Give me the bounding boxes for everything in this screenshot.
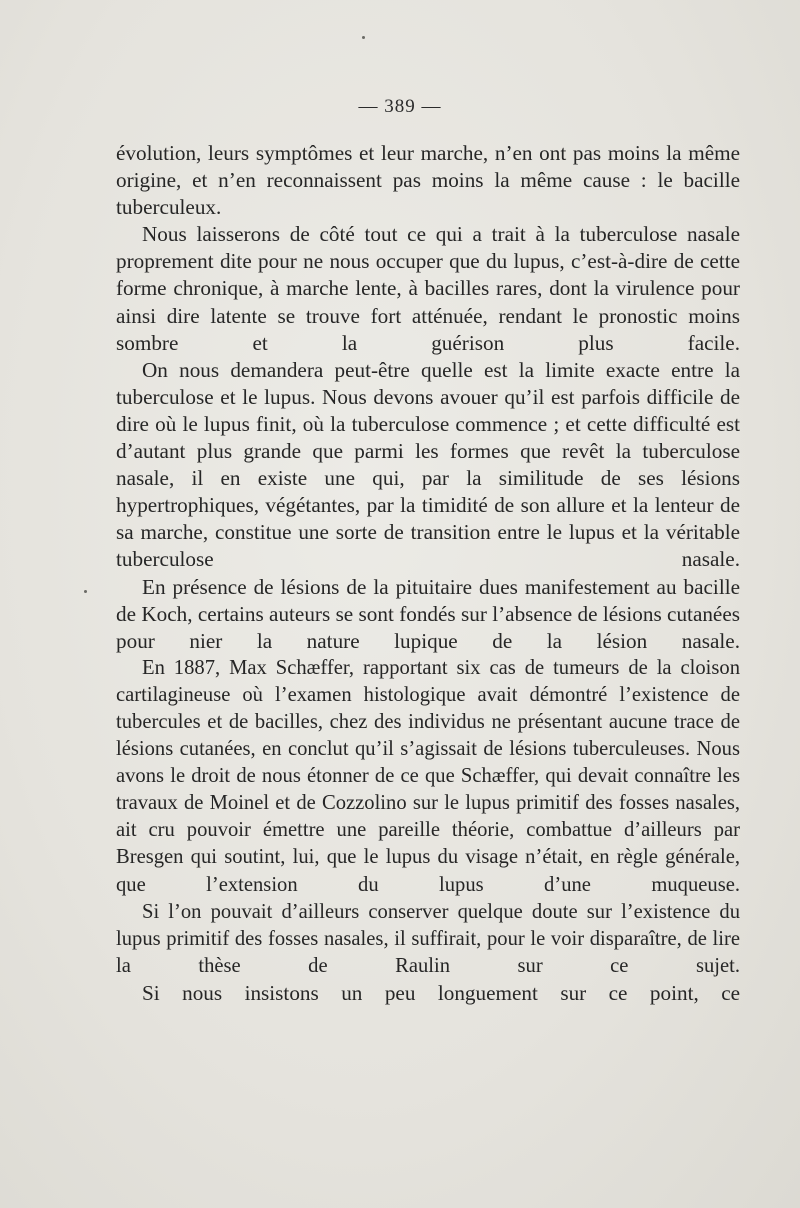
paragraph-limit-question: On nous demandera peut-être quelle est la limite exacte entre la tuberculose et le lupus. Nous devons avouer qu’il est parfois difficile de dire où le lupus finit, où la tuberculose commence ; et cette difficulté est d’autant plus grande que parmi les formes que revêt la tuberculose nasale, il en existe une qui, par la similitude de ses lésions hypertrophiques, végétantes, par la timidité de son allure et la lenteur de sa marche, constitue une sorte de transition entre le lupus et la véritable tuberculose nasale. — [116, 357, 740, 572]
page-body-text — [116, 140, 740, 1007]
paragraph-continuation: évolution, leurs symptômes et leur marche, n’en ont pas moins la même origine, et n’en reconnaissent pas moins la même cause : le bacille tuberculeux. — [116, 141, 740, 220]
paragraph-koch-bacillus: En présence de lésions de la pituitaire dues manifestement au bacille de Koch, certains auteurs se sont fondés sur l’absence de lésions cutanées pour nier la nature lupique de la lésion nasale. — [116, 574, 740, 653]
paragraph-schaeffer-1887: En 1887, Max Schæffer, rapportant six cas de tumeurs de la cloison cartilagineuse où l’examen histologique avait démontré l’existence de tubercules et de bacilles, chez des individus ne présentant aucune trace de lésions cutanées, en conclut qu’il s’agissait de lésions tuberculeuses. Nous avons le droit de nous étonner de ce que Schæffer, qui devait connaître les travaux de Moinel et de Cozzolino sur le lupus primitif des fosses nasales, ait cru pouvoir émettre une pareille théorie, combattue d’ailleurs par Bresgen qui soutint, lui, que le lupus du visage n’était, en règle générale, que l’extension du lupus d’une muqueuse. — [116, 656, 740, 896]
paragraph-raulin-thesis: Si l’on pouvait d’ailleurs conserver quelque doute sur l’existence du lupus primitif des fosses nasales, il suffirait, pour le voir disparaître, de lire la thèse de Raulin sur ce sujet. — [116, 900, 740, 977]
paragraph-lupus-focus: Nous laisserons de côté tout ce qui a trait à la tuberculose nasale proprement dite pour ne nous occuper que du lupus, c’est-à-dire de cette forme chronique, à marche lente, à bacilles rares, dont la virulence pour ainsi dire latente se trouve fort atténuée, rendant le pronostic moins sombre et la guérison plus facile. — [116, 222, 740, 355]
paper-speck — [362, 36, 365, 39]
paragraph-insistence: Si nous insistons un peu longuement sur ce point, ce — [142, 980, 740, 1005]
paper-speck — [84, 590, 87, 593]
page-number: — 389 — — [358, 96, 442, 117]
